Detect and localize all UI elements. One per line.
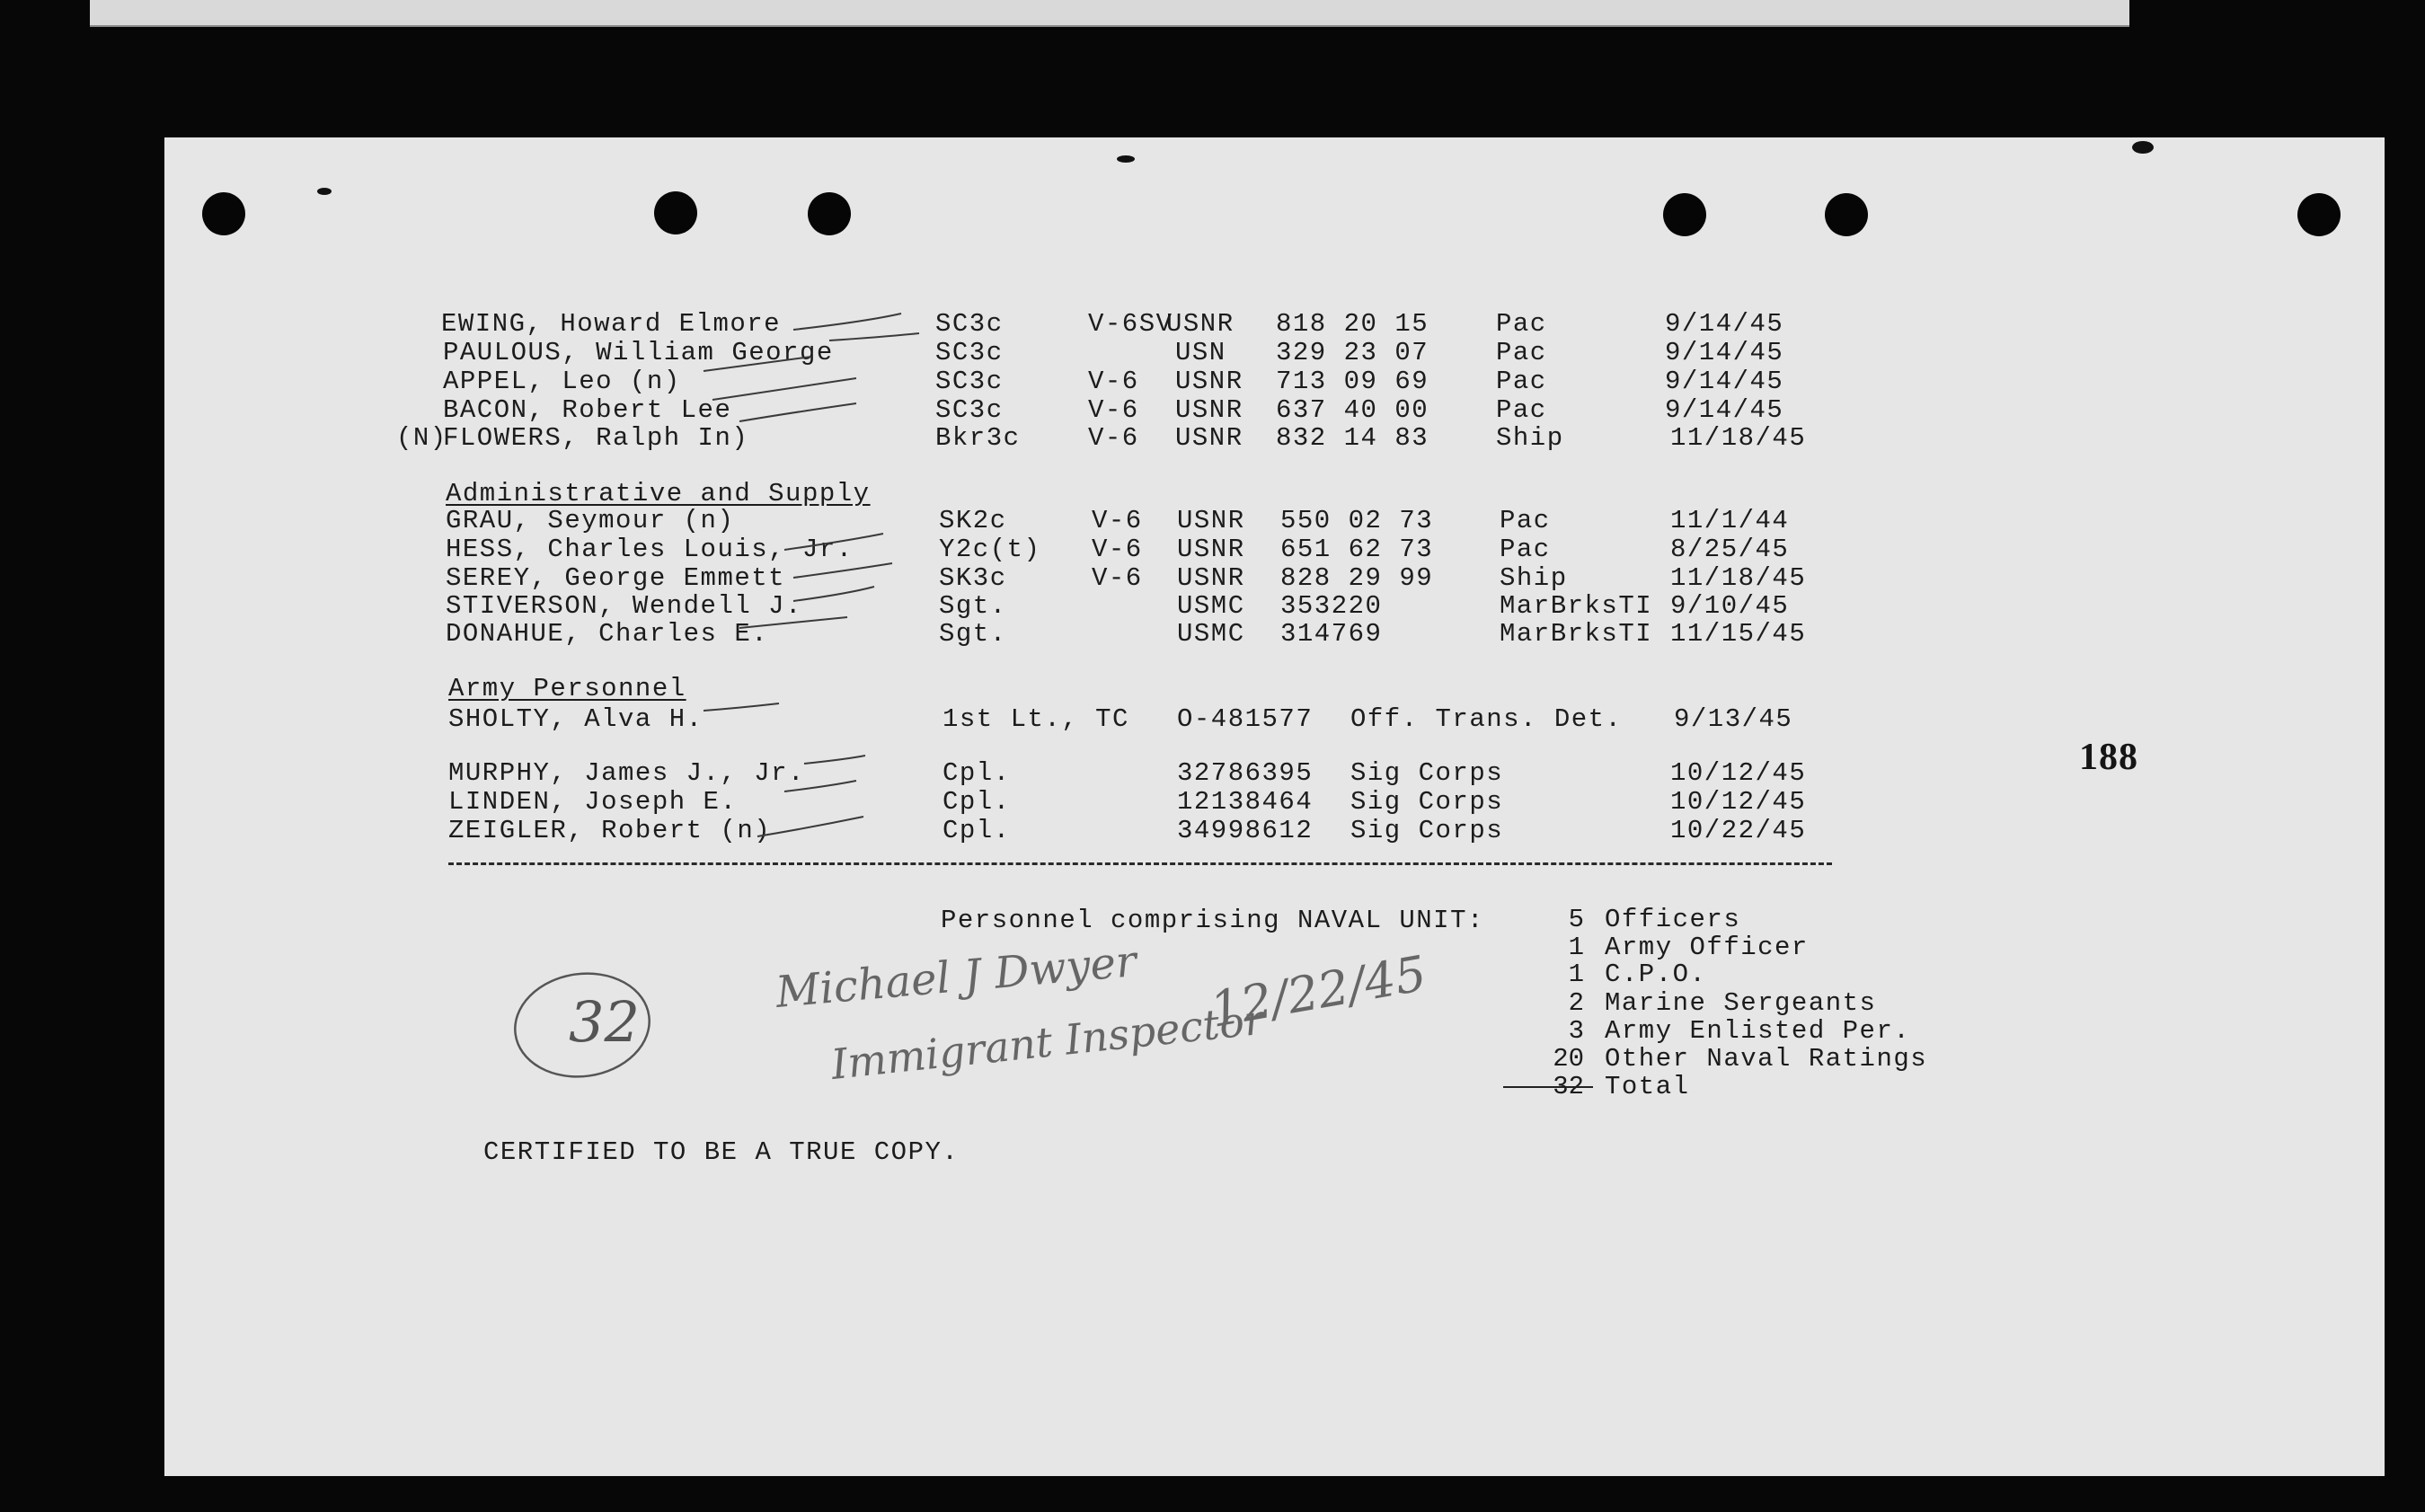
admin-number: 353220 — [1280, 591, 1383, 621]
roster-destination: Pac — [1496, 395, 1547, 425]
roster-rate: SC3c — [935, 367, 1004, 396]
roster-rate: SC3c — [935, 395, 1004, 425]
roster-name: BACON, Robert Lee — [443, 395, 732, 425]
army-enlisted-number: 34998612 — [1177, 816, 1314, 845]
army-enlisted-number: 32786395 — [1177, 758, 1314, 788]
summary-count: 20 — [1553, 1044, 1584, 1074]
page-number: 188 — [2079, 737, 2138, 778]
admin-service: USNR — [1177, 535, 1245, 564]
admin-name: DONAHUE, Charles E. — [446, 619, 769, 649]
roster-class: V-6 — [1088, 423, 1139, 453]
admin-name: GRAU, Seymour (n) — [446, 506, 735, 535]
summary-desc: Officers — [1605, 905, 1741, 934]
admin-destination: Ship — [1500, 563, 1568, 593]
army-officer-date: 9/13/45 — [1674, 704, 1793, 734]
summary-count: 1 — [1568, 933, 1584, 962]
admin-date: 9/10/45 — [1670, 591, 1790, 621]
signature-name: Michael J Dwyer — [774, 936, 1138, 1018]
film-strip-top — [90, 0, 2129, 27]
admin-service: USMC — [1177, 619, 1245, 649]
pen-strokes — [704, 314, 919, 836]
summary-count: 32 — [1553, 1072, 1584, 1101]
roster-number: 832 14 83 — [1276, 423, 1429, 453]
handwriting-layer — [164, 137, 2385, 1476]
summary-desc: Other Naval Ratings — [1605, 1044, 1928, 1074]
summary-desc: C.P.O. — [1605, 959, 1707, 989]
admin-destination: Pac — [1500, 506, 1551, 535]
document-page — [164, 137, 2385, 1476]
signature-date: 12/22/45 — [1206, 944, 1431, 1039]
admin-date: 11/18/45 — [1670, 563, 1807, 593]
summary-count: 2 — [1568, 988, 1584, 1018]
section-heading-admin: Administrative and Supply — [446, 479, 871, 508]
roster-date: 9/14/45 — [1665, 309, 1784, 339]
admin-destination: Pac — [1500, 535, 1551, 564]
signature-title: Immigrant Inspector — [828, 995, 1267, 1089]
admin-date: 11/15/45 — [1670, 619, 1807, 649]
roster-date: 9/14/45 — [1665, 338, 1784, 367]
army-officer-rank: 1st Lt., TC — [943, 704, 1129, 734]
summary-desc: Army Officer — [1605, 933, 1809, 962]
summary-count: 1 — [1568, 959, 1584, 989]
roster-rate: SC3c — [935, 309, 1004, 339]
admin-class: V-6 — [1092, 535, 1143, 564]
admin-class: V-6 — [1092, 563, 1143, 593]
roster-destination: Pac — [1496, 367, 1547, 396]
admin-service: USNR — [1177, 506, 1245, 535]
roster-name: EWING, Howard Elmore — [441, 309, 782, 339]
roster-name: PAULOUS, William George — [443, 338, 834, 367]
summary-desc: Army Enlisted Per. — [1605, 1016, 1911, 1046]
roster-class: V-6SV — [1088, 309, 1173, 339]
roster-number: 818 20 15 — [1276, 309, 1429, 339]
admin-number: 651 62 73 — [1280, 535, 1434, 564]
army-enlisted-rank: Cpl. — [943, 787, 1011, 817]
admin-rate: Y2c(t) — [939, 535, 1041, 564]
roster-destination: Pac — [1496, 309, 1547, 339]
summary-label: Personnel comprising NAVAL UNIT: — [941, 906, 1484, 935]
army-officer-unit: Off. Trans. Det. — [1350, 704, 1623, 734]
army-enlisted-date: 10/12/45 — [1670, 787, 1807, 817]
admin-rate: SK3c — [939, 563, 1007, 593]
roster-rate: Bkr3c — [935, 423, 1021, 453]
certification-line: CERTIFIED TO BE A TRUE COPY. — [483, 1137, 960, 1167]
army-enlisted-date: 10/12/45 — [1670, 758, 1807, 788]
roster-number: 637 40 00 — [1276, 395, 1429, 425]
army-enlisted-unit: Sig Corps — [1350, 816, 1504, 845]
summary-count: 5 — [1568, 905, 1584, 934]
army-officer-name: SHOLTY, Alva H. — [448, 704, 704, 734]
summary-desc: Marine Sergeants — [1605, 988, 1877, 1018]
admin-rate: SK2c — [939, 506, 1007, 535]
roster-number: 329 23 07 — [1276, 338, 1429, 367]
army-enlisted-unit: Sig Corps — [1350, 758, 1504, 788]
admin-number: 550 02 73 — [1280, 506, 1434, 535]
admin-destination: MarBrksTI — [1500, 619, 1653, 649]
roster-service: USNR — [1166, 309, 1235, 339]
army-officer-number: O-481577 — [1177, 704, 1314, 734]
summary-desc: Total — [1605, 1072, 1690, 1101]
admin-service: USMC — [1177, 591, 1245, 621]
admin-number: 828 29 99 — [1280, 563, 1434, 593]
admin-rate: Sgt. — [939, 591, 1007, 621]
army-enlisted-unit: Sig Corps — [1350, 787, 1504, 817]
roster-service: USN — [1175, 338, 1226, 367]
circled-number: 32 — [569, 989, 640, 1055]
roster-date: 11/18/45 — [1670, 423, 1807, 453]
roster-number: 713 09 69 — [1276, 367, 1429, 396]
army-enlisted-number: 12138464 — [1177, 787, 1314, 817]
admin-name: HESS, Charles Louis, Jr. — [446, 535, 854, 564]
admin-date: 11/1/44 — [1670, 506, 1790, 535]
roster-destination: Pac — [1496, 338, 1547, 367]
army-enlisted-name: LINDEN, Joseph E. — [448, 787, 738, 817]
section-heading-army: Army Personnel — [448, 674, 686, 703]
roster-name: APPEL, Leo (n) — [443, 367, 681, 396]
roster-service: USNR — [1175, 395, 1243, 425]
admin-name: SEREY, George Emmett — [446, 563, 786, 593]
roster-name: FLOWERS, Ralph In) — [443, 423, 749, 453]
roster-class: V-6 — [1088, 395, 1139, 425]
admin-rate: Sgt. — [939, 619, 1007, 649]
roster-prefix: (N) — [396, 423, 447, 453]
admin-date: 8/25/45 — [1670, 535, 1790, 564]
roster-service: USNR — [1175, 367, 1243, 396]
army-enlisted-date: 10/22/45 — [1670, 816, 1807, 845]
army-enlisted-rank: Cpl. — [943, 758, 1011, 788]
admin-destination: MarBrksTI — [1500, 591, 1653, 621]
roster-class: V-6 — [1088, 367, 1139, 396]
army-enlisted-name: ZEIGLER, Robert (n) — [448, 816, 772, 845]
summary-count: 3 — [1568, 1016, 1584, 1046]
admin-number: 314769 — [1280, 619, 1383, 649]
admin-service: USNR — [1177, 563, 1245, 593]
army-enlisted-rank: Cpl. — [943, 816, 1011, 845]
roster-service: USNR — [1175, 423, 1243, 453]
roster-date: 9/14/45 — [1665, 367, 1784, 396]
roster-destination: Ship — [1496, 423, 1564, 453]
roster-date: 9/14/45 — [1665, 395, 1784, 425]
army-enlisted-name: MURPHY, James J., Jr. — [448, 758, 805, 788]
roster-rate: SC3c — [935, 338, 1004, 367]
admin-name: STIVERSON, Wendell J. — [446, 591, 802, 621]
admin-class: V-6 — [1092, 506, 1143, 535]
